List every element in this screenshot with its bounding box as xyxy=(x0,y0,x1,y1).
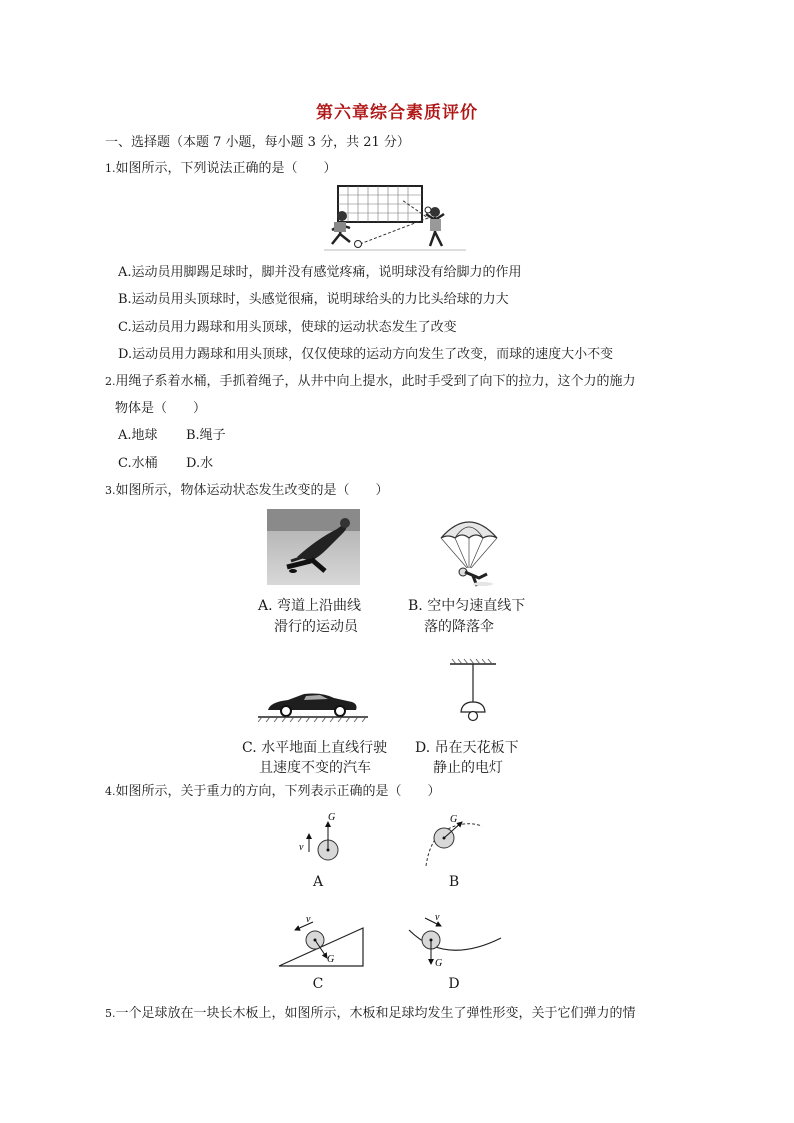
option-d: D.运动员用力踢球和用头顶球，仅仅使球的运动方向发生了改变，而球的速度大小不变 xyxy=(118,347,614,362)
force-label-g: G xyxy=(435,958,443,969)
force-label-g: G xyxy=(327,954,335,965)
question-stem: 如图所示，关于重力的方向，下列表示正确的是（ ） xyxy=(115,784,441,799)
option-c: C.运动员用力踢球和用头顶球，使球的运动状态发生了改变 xyxy=(118,320,457,335)
figure-label-c: C xyxy=(312,976,324,992)
velocity-label-v: v xyxy=(435,912,440,923)
question-number: 3. xyxy=(105,484,116,497)
question-number: 4. xyxy=(105,785,116,798)
page-title: 第六章综合素质评价 xyxy=(316,103,478,123)
figure-label-b: B xyxy=(448,874,460,890)
option-a: A.运动员用脚踢足球时，脚并没有感觉疼痛，说明球没有给脚力的作用 xyxy=(118,265,522,280)
gravity-figure-d xyxy=(405,910,505,970)
question-5 xyxy=(105,1006,636,1022)
question-number: 5. xyxy=(105,1007,116,1020)
caption-b-line1: B. 空中匀速直线下 xyxy=(408,598,526,614)
gravity-figure-a xyxy=(295,808,355,868)
question-2 xyxy=(105,374,636,390)
car-image xyxy=(258,688,368,724)
caption-b-line2: 落的降落伞 xyxy=(424,619,494,635)
force-label-g: G xyxy=(450,814,458,825)
caption-c-line2: 且速度不变的汽车 xyxy=(259,760,371,776)
question-3 xyxy=(105,483,389,499)
figure-label-a: A xyxy=(312,874,324,890)
caption-a-line1: A. 弯道上沿曲线 xyxy=(258,598,362,614)
skater-image xyxy=(267,509,360,585)
question-number: 1. xyxy=(105,162,116,175)
gravity-figure-b xyxy=(420,808,490,868)
question-2-stem-cont: 物体是（ ） xyxy=(115,401,207,416)
question-1 xyxy=(105,161,337,177)
section-heading: 一、选择题（本题 7 小题，每小题 3 分，共 21 分） xyxy=(105,135,410,150)
option-d: D.水 xyxy=(186,456,214,471)
question-4 xyxy=(105,784,441,800)
option-a: A.地球 xyxy=(118,428,158,443)
caption-a-line2: 滑行的运动员 xyxy=(274,619,358,635)
velocity-label-v: v xyxy=(299,842,304,853)
force-label-g: G xyxy=(328,812,336,823)
caption-d-line2: 静止的电灯 xyxy=(433,760,503,776)
hanging-lamp-image xyxy=(448,658,498,724)
question-stem: 用绳子系着水桶，手抓着绳子，从井中向上提水，此时手受到了向下的拉力，这个力的施力 xyxy=(115,374,636,389)
caption-d-line1: D. 吊在天花板下 xyxy=(415,740,519,756)
question-stem: 如图所示，下列说法正确的是（ ） xyxy=(115,161,337,176)
velocity-label-v: v xyxy=(306,914,311,925)
soccer-figure xyxy=(320,182,470,254)
parachute-image xyxy=(437,512,501,590)
caption-c-line1: C. 水平地面上直线行驶 xyxy=(242,740,388,756)
gravity-figure-c xyxy=(275,910,367,970)
option-c: C.水桶 xyxy=(118,456,158,471)
question-stem: 一个足球放在一块长木板上，如图所示，木板和足球均发生了弹性形变，关于它们弹力的情 xyxy=(115,1006,636,1021)
question-number: 2. xyxy=(105,375,116,388)
option-b: B.绳子 xyxy=(186,428,226,443)
question-stem: 如图所示，物体运动状态发生改变的是（ ） xyxy=(115,483,389,498)
figure-label-d: D xyxy=(448,976,460,992)
option-b: B.运动员用头顶球时，头感觉很痛，说明球给头的力比头给球的力大 xyxy=(118,292,509,307)
